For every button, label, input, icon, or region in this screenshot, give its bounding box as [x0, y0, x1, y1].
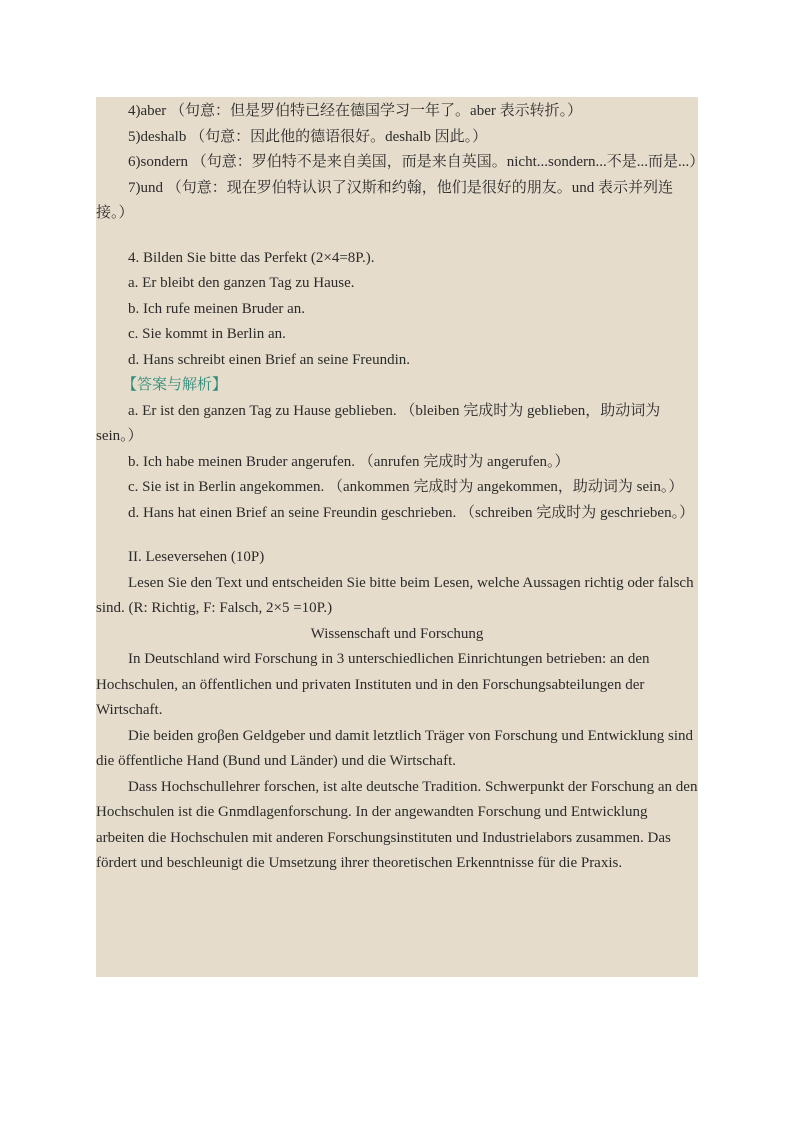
section4-title: 4. Bilden Sie bitte das Perfekt (2×4=8P.).	[128, 249, 375, 266]
exercise-item: a. Er bleibt den ganzen Tag zu Hause.	[128, 275, 355, 291]
spacer	[96, 227, 698, 246]
reading-section-title: II. Leseversehen (10P)	[128, 549, 265, 565]
reading-paragraph: Dass Hochschullehrer forschen, ist alte deutsche Tradition. Schwerpunkt der Forschung an den Hochschulen ist die Gnmdlagenforschung. In der angewandten Forschung und Entwicklung arbeiten die Hochschulen mit anderen Forschungsinstituten und Industrielabors zusammen. Das fördert und beschleunigt die Umsetzung ihrer theoretischen Erkenntnisse für die Praxis.	[96, 778, 698, 871]
spacer	[96, 526, 698, 545]
reading-paragraph: Die beiden groβen Geldgeber und damit letztlich Träger von Forschung und Entwicklung sind die öffentliche Hand (Bund und Länder) und die Wirtschaft.	[96, 727, 694, 769]
exercise-item: d. Hans schreibt einen Brief an seine Freundin.	[128, 351, 411, 368]
answer-5: 5)deshalb （句意：因此他的德语很好。deshalb 因此。）	[128, 128, 488, 145]
answer-item: a. Er ist den ganzen Tag zu Hause geblieben. （bleiben 完成时为 geblieben，助动词为 sein。）	[96, 402, 661, 444]
answer-6: 6)sondern （句意：罗伯特不是来自美国，而是来自英国。nicht...sondern...不是...而是...）	[128, 154, 705, 170]
text-title: Wissenschaft und Forschung	[310, 625, 484, 642]
exercise-item: b. Ich rufe meinen Bruder an.	[128, 300, 306, 317]
reading-paragraph: In Deutschland wird Forschung in 3 unterschiedlichen Einrichtungen betrieben: an den Hochschulen, an öffentlichen und privaten Instituten und in den Forschungsabteilungen der Wirtschaft.	[96, 651, 650, 718]
reading-instruction: Lesen Sie den Text und entscheiden Sie bitte beim Lesen, welche Aussagen richtig oder falsch sind. (R: Richtig, F: Falsch, 2×5 =10P.)	[96, 574, 694, 616]
exercise-item: c. Sie kommt in Berlin an.	[128, 326, 286, 342]
answer-header: 【答案与解析】	[122, 377, 228, 393]
answer-item: c. Sie ist in Berlin angekommen. （ankommen 完成时为 angekommen，助动词为 sein。）	[128, 479, 684, 495]
answer-item: b. Ich habe meinen Bruder angerufen. （anrufen 完成时为 angerufen。）	[128, 453, 570, 470]
answer-7: 7)und （句意：现在罗伯特认识了汉斯和约翰，他们是很好的朋友。und 表示并列连接。）	[96, 179, 673, 221]
answer-4: 4)aber （句意：但是罗伯特已经在德国学习一年了。aber 表示转折。）	[128, 103, 583, 119]
answer-item: d. Hans hat einen Brief an seine Freundin geschrieben. （schreiben 完成时为 geschrieben。）	[128, 504, 695, 521]
document-content	[96, 97, 705, 977]
